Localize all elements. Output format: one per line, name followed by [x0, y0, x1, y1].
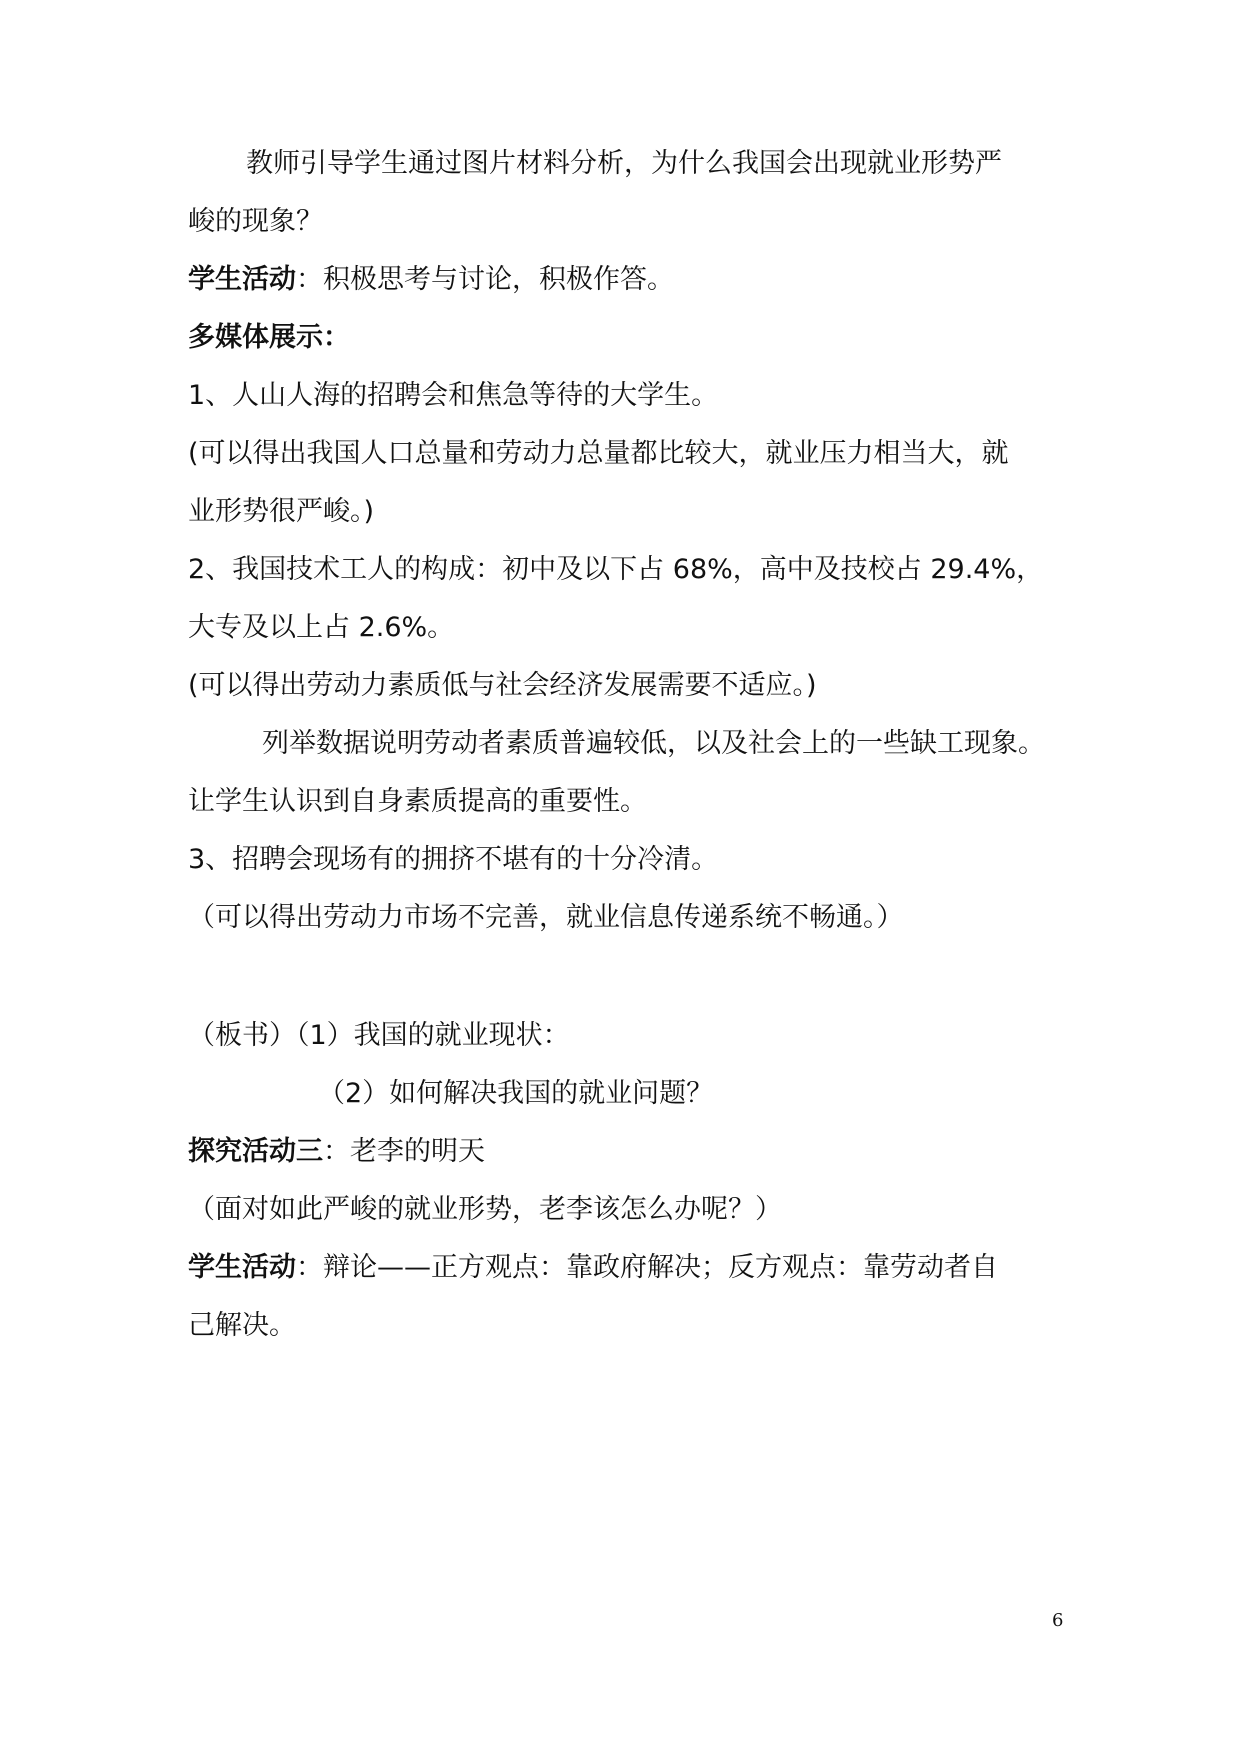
- item-2-note: (可以得出劳动力素质低与社会经济发展需要不适应。): [188, 670, 817, 701]
- student-activity-2-label: 学生活动: [188, 1252, 296, 1283]
- item-2-line-2: 大专及以上占 2.6%。: [188, 612, 455, 643]
- data-paragraph-line-1: 列举数据说明劳动者素质普遍较低，以及社会上的一些缺工现象。: [262, 728, 1045, 759]
- board-line-1: （板书）（1）我国的就业现状：: [188, 1020, 570, 1051]
- inquiry-note: （面对如此严峻的就业形势，老李该怎么办呢？）: [188, 1194, 782, 1225]
- inquiry-activity-3: [188, 1134, 1088, 1170]
- item-2-line-1: 2、我国技术工人的构成：初中及以下占 68%，高中及技校占 29.4%，: [188, 554, 1044, 585]
- item-1: 1、人山人海的招聘会和焦急等待的大学生。: [188, 380, 719, 411]
- student-activity-text: ：积极思考与讨论，积极作答。: [296, 264, 674, 295]
- student-activity-1: [188, 262, 1088, 298]
- item-3: 3、招聘会现场有的拥挤不堪有的十分冷清。: [188, 844, 719, 875]
- student-activity-label: 学生活动: [188, 264, 296, 295]
- student-activity-2-line-2: 己解决。: [188, 1310, 296, 1341]
- student-activity-2-line-1: [188, 1250, 1088, 1286]
- data-paragraph-line-2: 让学生认识到自身素质提高的重要性。: [188, 786, 647, 817]
- multimedia-heading: 多媒体展示：: [188, 322, 350, 353]
- inquiry-activity-text: ：老李的明天: [323, 1136, 485, 1167]
- item-1-note-line-2: 业形势很严峻。): [188, 496, 375, 527]
- page-number: 6: [1052, 1610, 1064, 1631]
- item-3-note: （可以得出劳动力市场不完善，就业信息传递系统不畅通。）: [188, 902, 904, 933]
- item-1-note-line-1: (可以得出我国人口总量和劳动力总量都比较大，就业压力相当大，就: [188, 438, 1009, 469]
- board-line-2: （2）如何解决我国的就业问题？: [318, 1078, 714, 1109]
- student-activity-2-text: ：辩论——正方观点：靠政府解决；反方观点：靠劳动者自: [296, 1252, 998, 1283]
- intro-paragraph-line-2: 峻的现象？: [188, 206, 323, 237]
- intro-paragraph-line-1: 教师引导学生通过图片材料分析，为什么我国会出现就业形势严: [246, 148, 1002, 179]
- inquiry-activity-label: 探究活动三: [188, 1136, 323, 1167]
